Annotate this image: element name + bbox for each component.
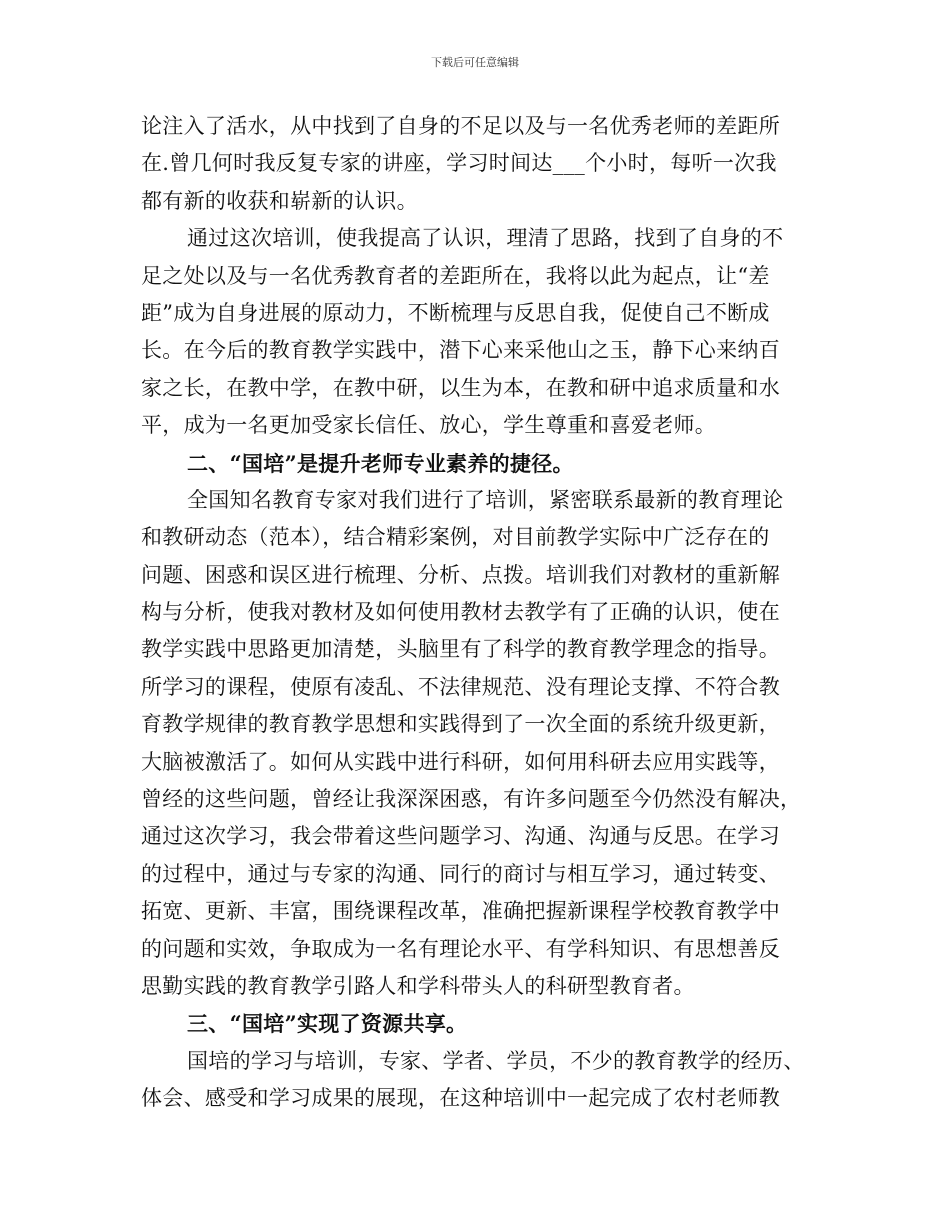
text-line: 国培的学习与培训，专家、学者、学员，不少的教育教学的经历、 (187, 1048, 805, 1073)
text-line: 的问题和实效，争取成为一名有理论水平、有学科知识、有思想善反 (141, 936, 780, 961)
text-line: 论注入了活水，从中找到了自身的不足以及与一名优秀老师的差距所 (141, 114, 780, 138)
text-line: 和教研动态（范本），结合精彩案例，对目前教学实际中广泛存在的 (141, 525, 770, 550)
text-line: 所学习的课程，使原有凌乱、不法律规范、没有理论支撑、不符合教 (141, 674, 780, 699)
text-line: 问题、困惑和误区进行梳理、分析、点拨。培训我们对教材的重新解 (141, 562, 780, 587)
text-line: 大脑被激活了。如何从实践中进行科研，如何用科研去应用实践等， (141, 749, 780, 774)
text-line: 平，成为一名更加受家长信任、放心，学生尊重和喜爱老师。 (141, 413, 717, 438)
text-line: 家之长，在教中学，在教中研，以生为本，在教和研中追求质量和水 (141, 375, 780, 400)
text-line: 通过这次学习，我会带着这些问题学习、沟通、沟通与反思。在学习 (141, 824, 780, 849)
text-line: 构与分析，使我对教材及如何使用教材去教学有了正确的认识，使在 (141, 600, 780, 625)
text-line: 长。在今后的教育教学实践中，潜下心来采他山之玉，静下心来纳百 (141, 338, 780, 363)
text-line: 全国知名教育专家对我们进行了培训，紧密联系最新的教育理论 (187, 487, 784, 512)
document-body (141, 108, 831, 1118)
text-line: 距”成为自身进展的原动力，不断梳理与反思自我，促使自己不断成 (141, 300, 770, 325)
text-line: 体会、感受和学习成果的展现，在这种培训中一起完成了农村老师教 (141, 1086, 780, 1111)
text-line: 思勤实践的教育教学引路人和学科带头人的科研型教育者。 (141, 973, 695, 998)
section-heading: 三、“国培”实现了资源共享。 (187, 1011, 468, 1037)
text-line: 都有新的收获和崭新的认识。 (141, 188, 418, 213)
page-header: 下载后可任意编辑 (431, 56, 519, 69)
text-line: 的过程中，通过与专家的沟通、同行的商讨与相互学习，通过转变、 (141, 861, 780, 886)
text-line: 育教学规律的教育教学思想和实践得到了一次全面的系统升级更新， (141, 712, 780, 737)
text-line: 通过这次培训，使我提高了认识，理清了思路，找到了自身的不 (187, 226, 784, 251)
text-line: 曾经的这些问题，曾经让我深深困惑，有许多问题至今仍然没有解决， (141, 787, 802, 812)
text-line: 拓宽、更新、丰富，围绕课程改革，准确把握新课程学校教育教学中 (141, 899, 780, 924)
text-line: 足之处以及与一名优秀教育者的差距所在，我将以此为起点，让“差 (141, 263, 770, 288)
section-heading: 二、“国培”是提升老师专业素养的捷径。 (187, 450, 574, 476)
text-line: 在.曾几何时我反复专家的讲座，学习时间达___个小时，每听一次我 (141, 151, 777, 176)
text-line: 教学实践中思路更加清楚，头脑里有了科学的教育教学理念的指导。 (141, 637, 780, 662)
